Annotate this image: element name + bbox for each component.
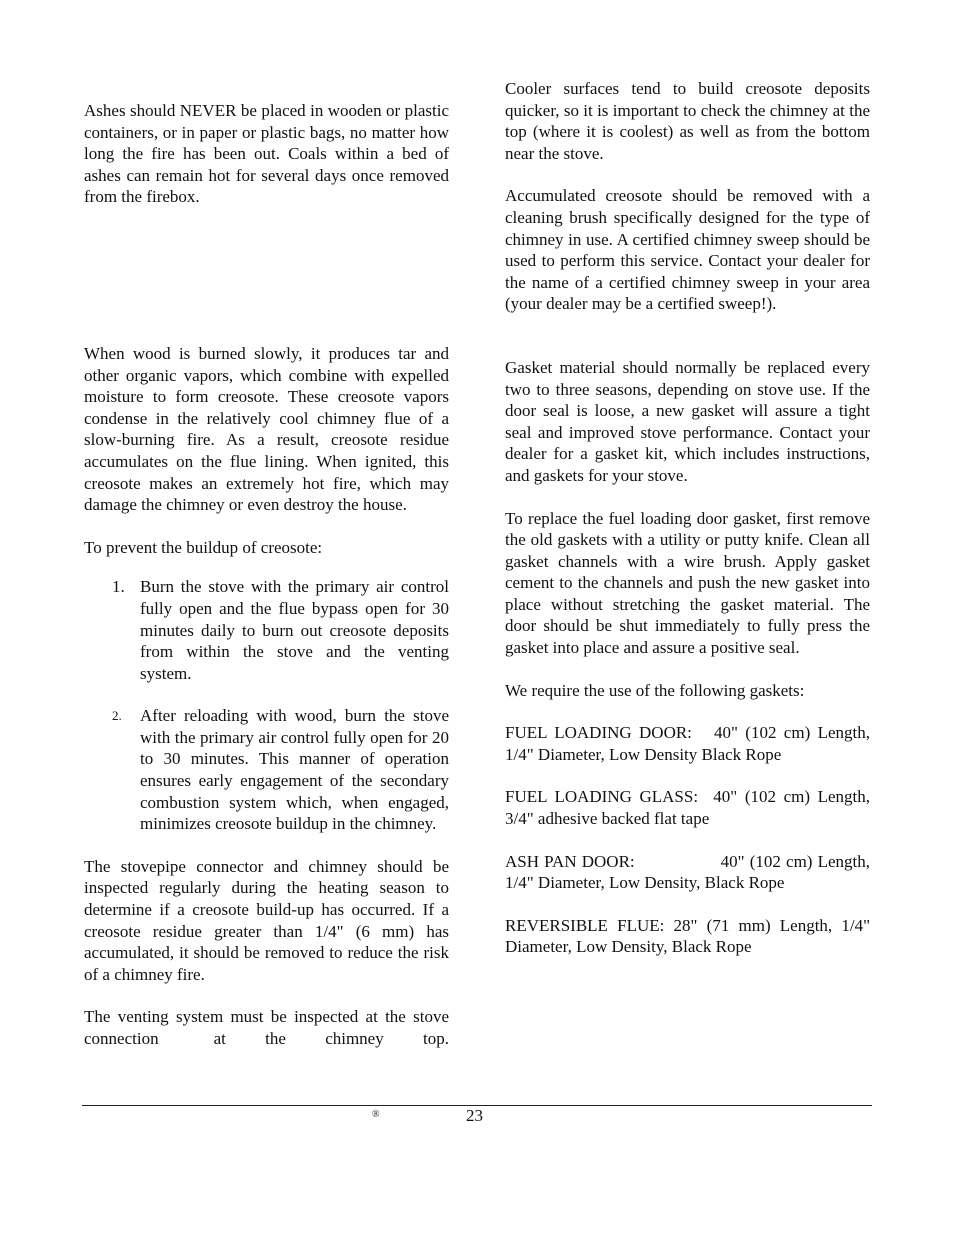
list-number: 2.: [112, 708, 122, 724]
gasket-spec: [505, 851, 870, 894]
list-item-text: Burn the stove with the primary air control fully open and the flue bypass open for 30 minutes daily to burn out creosote deposits from within the stove and the venting system.: [140, 577, 449, 683]
list-item-text: After reloading with wood, burn the stove with the primary air control fully open for 20 to 30 minutes. This manner of operation ensures early engagement of the secondary combustion system which, when engaged, minimizes creosote buildup in the chimney.: [140, 706, 449, 834]
venting-text-a: The venting system must be inspected at the stove connection: [84, 1007, 449, 1048]
require-paragraph: We require the use of the following gaskets:: [505, 680, 805, 700]
gasket-spec: [505, 722, 870, 765]
right-column: [505, 78, 870, 958]
gasket-label: FUEL LOADING GLASS:: [505, 787, 699, 807]
gasket-label: ASH PAN DOOR:: [505, 851, 635, 871]
venting-paragraph: [84, 1006, 449, 1049]
left-column: [84, 100, 449, 1050]
gasket-label: REVERSIBLE FLUE:: [505, 915, 665, 935]
gasket-spec: [505, 915, 870, 958]
stovepipe-paragraph: The stovepipe connector and chimney should be inspected regularly during the heating season to determine if a creosote build-up has occurred. If a creosote residue greater than 1/4" (6 mm) has accumulated, it should be removed to reduce the risk of a chimney fire.: [84, 856, 449, 984]
replace-paragraph: To replace the fuel loading door gasket, first remove the old gaskets with a utility or putty knife. Clean all gasket channels with a wire brush. Apply gasket cement to the channels and push the new gasket into place without stretching the gasket material. The door should be shut immediately to fully press the gasket into place and assure a positive seal.: [505, 508, 870, 658]
gasket-spec-text: 40" (102 cm) Length, 1/4" Diameter, Low Density, Black Rope: [505, 851, 870, 893]
gasket-label: FUEL LOADING DOOR:: [505, 723, 692, 743]
gasket-spec: [505, 786, 870, 829]
page-number: 23: [466, 1106, 483, 1125]
ashes-paragraph: Ashes should NEVER be placed in wooden or plastic containers, or in paper or plastic bags, no matter how long the fire has been out. Coals within a bed of ashes can remain hot for several days once removed from the firebox.: [84, 101, 449, 207]
prevention-list: [84, 576, 449, 835]
gasket-spec-text: 40" (102 cm) Length, 3/4" adhesive backed flat tape: [505, 787, 871, 829]
gasket-spec-text: 28" (71 mm) Length, 1/4" Diameter, Low Density, Black Rope: [505, 915, 871, 957]
gasket-spec-text: 40" (102 cm) Length, 1/4" Diameter, Low Density Black Rope: [505, 723, 870, 764]
list-number: 1.: [112, 577, 125, 597]
gasket-paragraph: Gasket material should normally be replaced every two to three seasons, depending on stove use. If the door seal is loose, a new gasket will assure a tight seal and improved stove performance. Contact your dealer for a gasket kit, which includes instructions, and gaskets for your stove.: [505, 357, 870, 485]
accumulated-paragraph: Accumulated creosote should be removed with a cleaning brush specifically designed for the type of chimney in use. A certified chimney sweep should be used to perform this service. Contact your dealer for the name of a certified chimney sweep in your area (your dealer may be a certified sweep!).: [505, 186, 870, 314]
venting-text-b: at the chimney top.: [213, 1029, 449, 1048]
creosote-paragraph: When wood is burned slowly, it produces tar and other organic vapors, which combine with expelled moisture to form creosote. These creosote vapors condense in the relatively cool chimney flue of a slow-burning fire. As a result, creosote residue accumulates on the flue lining. When ignited, this creosote makes an extremely hot fire, which may damage the chimney or even destroy the house.: [84, 343, 449, 515]
prevent-paragraph: To prevent the buildup of creosote:: [84, 537, 323, 557]
cooler-paragraph: Cooler surfaces tend to build creosote deposits quicker, so it is important to check the chimney at the top (where it is coolest) as well as from the bottom near the stove.: [505, 79, 870, 163]
registered-mark: ®: [372, 1109, 380, 1120]
list-item: [84, 576, 449, 684]
list-item: [84, 705, 449, 835]
